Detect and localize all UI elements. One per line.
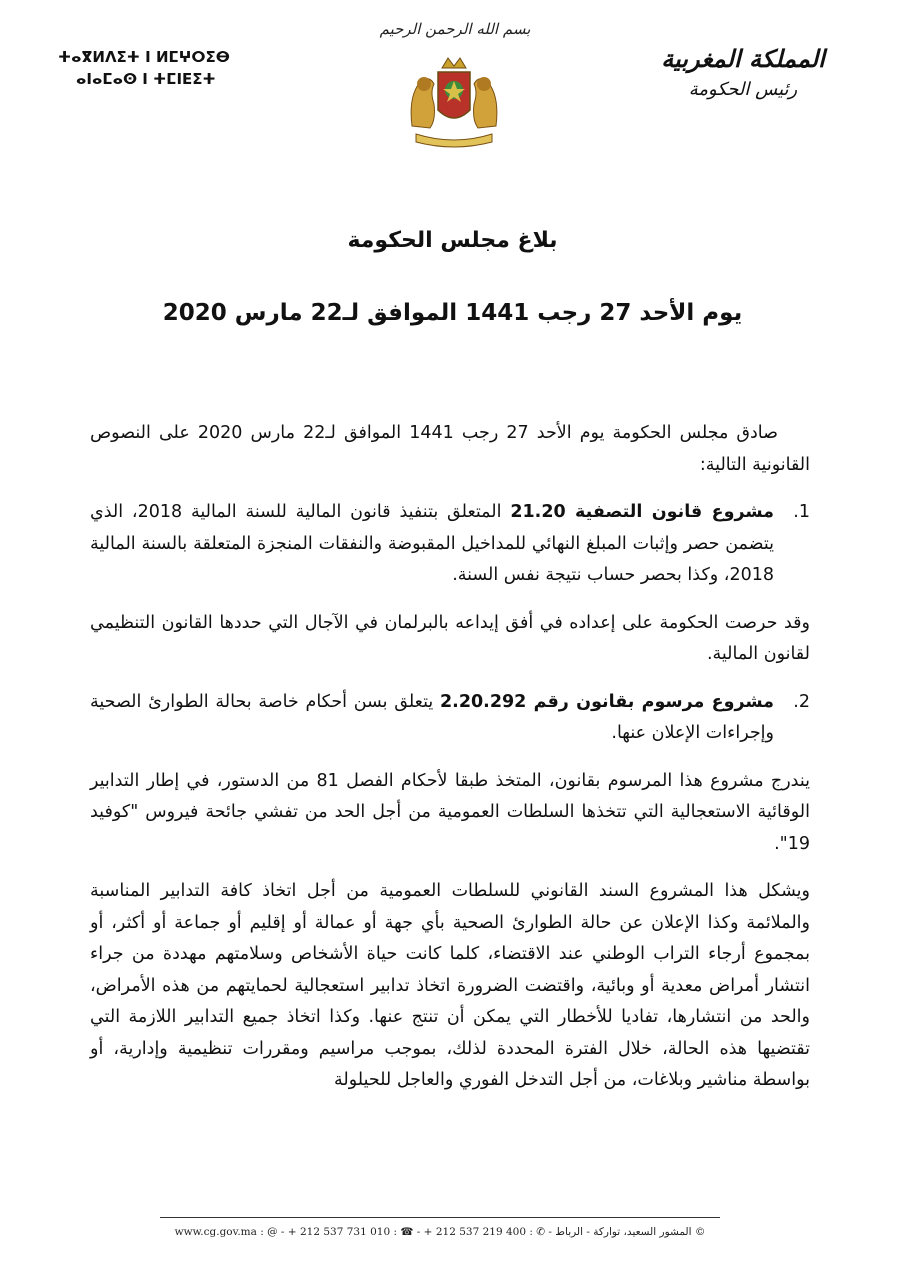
kingdom-name: المملكة المغربية [661, 44, 825, 73]
list-item-title: مشروع مرسوم بقانون رقم 2.20.292 [440, 691, 774, 712]
royal-emblem-icon [400, 54, 508, 150]
list-item-title: مشروع قانون التصفية 21.20 [510, 502, 774, 522]
document-title: بلاغ مجلس الحكومة [347, 228, 558, 253]
list-item-number: 2. [793, 691, 810, 712]
document-date: يوم الأحد 27 رجب 1441 الموافق لـ22 مارس 2020 [162, 300, 743, 326]
tifinagh-kingdom: ⵜⴰⴳⵍⴷⵉⵜ ⵏ ⵍⵎⵖⵔⵉⴱ [58, 48, 230, 66]
tifinagh-office: ⴰⵏⴰⵎⴰⵙ ⵏ ⵜⵎⵏⴹⵉⵜ [76, 70, 216, 88]
document-body [90, 418, 810, 1113]
list-item [90, 687, 810, 750]
footer-divider [160, 1217, 720, 1218]
paragraph: يندرج مشروع هذا المرسوم بقانون، المتخذ طبقا لأحكام الفصل 81 من الدستور، في إطار التدابير الوقائية الاستعجالية التي تتخذها السلطات العمومية من أجل الحد من تفشي جائحة فيروس "كوفيد 19". [90, 770, 811, 854]
footer-contact: © المشور السعيد، تواركة - الرباط - ✆ : 400 219 537 212 + - ☎ : 010 731 537 212 + - @ : www.cg.gov.ma [174, 1226, 706, 1238]
basmala: بسم الله الرحمن الرحيم [379, 20, 531, 38]
paragraph: وقد حرصت الحكومة على إعداده في أفق إيداعه بالبرلمان في الآجال التي حددها القانون التنظيمي لقانون المالية. [90, 612, 810, 664]
intro-paragraph: صادق مجلس الحكومة يوم الأحد 27 رجب 1441 الموافق لـ22 مارس 2020 على النصوص القانونية التالية: [90, 423, 810, 475]
list-item-number: 1. [793, 502, 810, 522]
list-item-text: المتعلق بتنفيذ قانون المالية للسنة المالية 2018، الذي يتضمن حصر وإثبات المبلغ النهائي للمداخيل المقبوضة والنفقات المنجزة المتعلقة بالسنة المالية 2018، وكذا بحصر حساب نتيجة نفس السنة. [90, 502, 774, 585]
tifinagh-header [58, 46, 248, 90]
list-item-text: يتعلق بسن أحكام خاصة بحالة الطوارئ الصحية وإجراءات الإعلان عنها. [90, 691, 774, 743]
list-item [90, 497, 810, 592]
kingdom-header [643, 42, 843, 104]
office-name: رئيس الحكومة [688, 79, 798, 100]
paragraph: ويشكل هذا المشروع السند القانوني للسلطات العمومية من أجل اتخاذ كافة التدابير المناسبة والملائمة وكذا الإعلان عن حالة الطوارئ الصحية بأي جهة أو عمالة أو إقليم أو جماعة أو أكثر، أو بمجموع أرجاء التراب الوطني عند الاقتضاء، كلما كانت حياة الأشخاص وسلامتهم مهددة من جراء انتشار أمراض معدية أو وبائية، واقتضت الضرورة اتخاذ تدابير استعجالية لحمايتهم من هذه الأمراض، والحد من انتشارها، تفاديا للأخطار التي يمكن أن تنتج عنها. وكذا اتخاذ جميع التدابير اللازمة التي تقتضيها هذه الحالة، خلال الفترة المحددة لذلك، بموجب مراسيم ومقررات تنظيمية وإدارية، أو بواسطة مناشير وبلاغات، من أجل التدخل الفوري والعاجل للحيلولة [90, 881, 810, 1090]
